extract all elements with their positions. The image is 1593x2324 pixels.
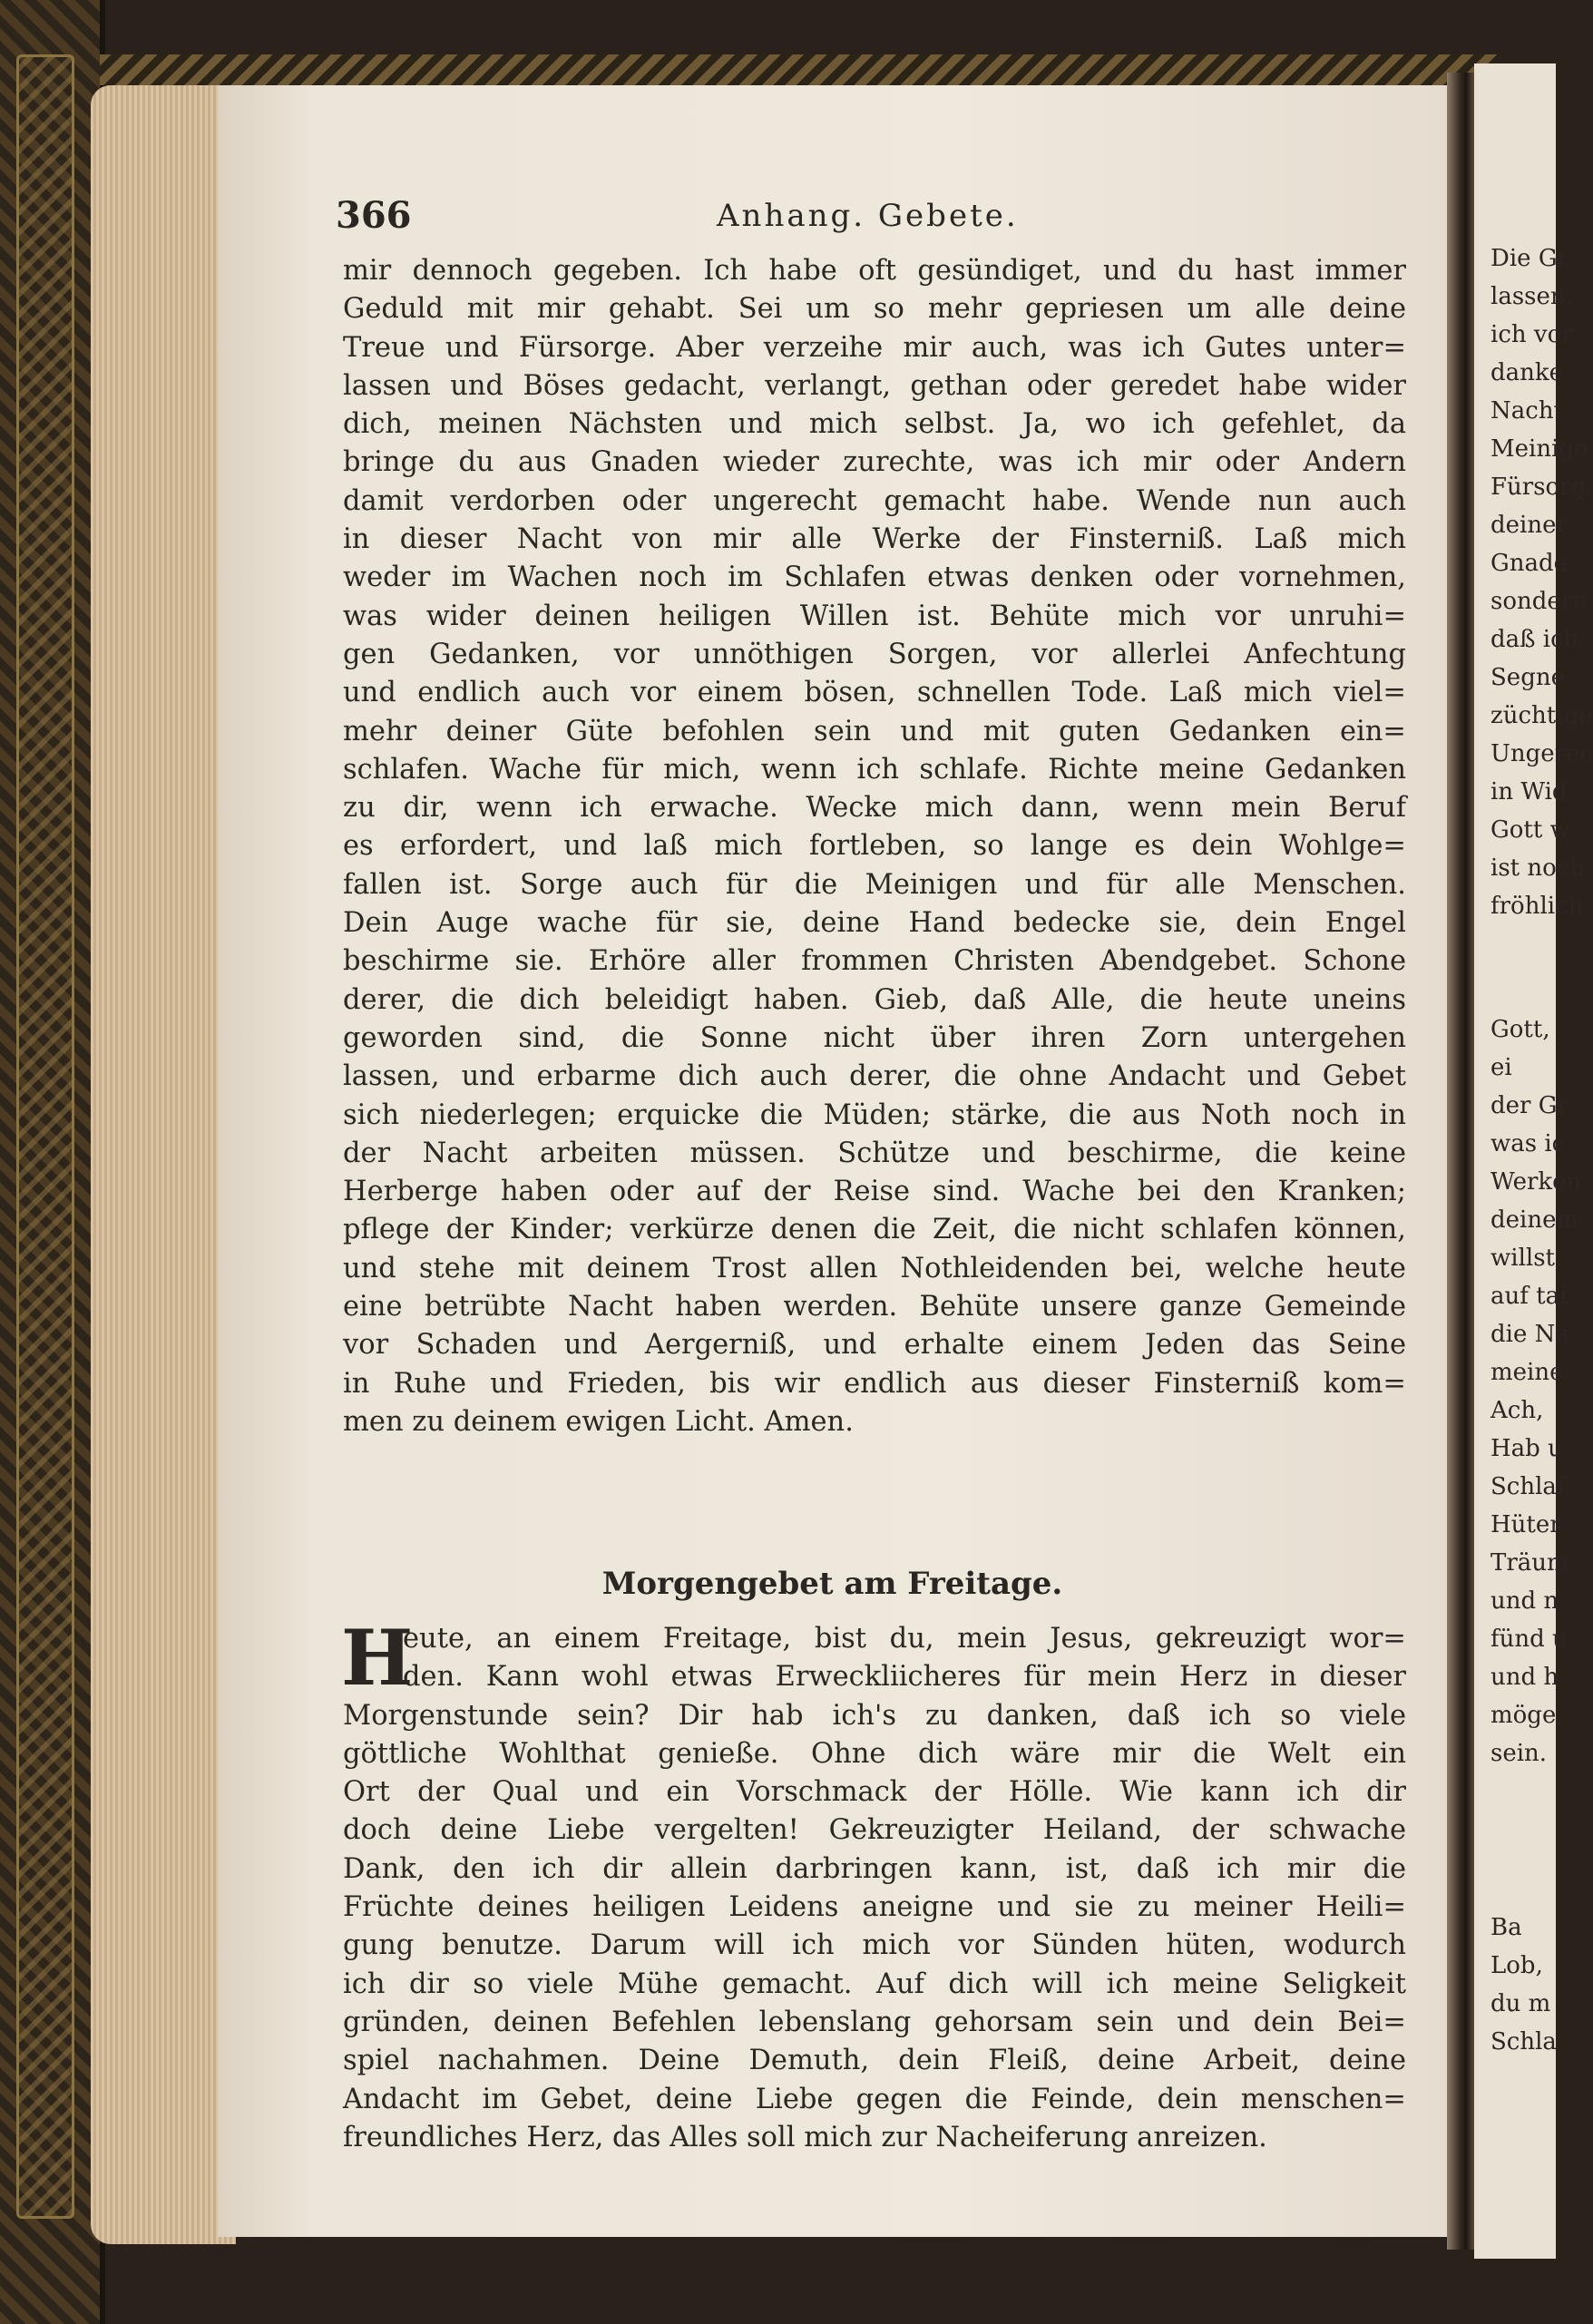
fragment: danke: [1490, 359, 1564, 386]
left-page: [218, 85, 1447, 2237]
text-line: und stehe mit deinem Trost allen Nothleidenden bei, welche heute: [343, 1252, 1406, 1284]
fragment: Schlaf: [1490, 1473, 1566, 1500]
text-line: dich, meinen Nächsten und mich selbst. Ja, wo ich gefehlet, da: [343, 408, 1406, 441]
fragment: Träum: [1490, 1549, 1569, 1577]
book-cover-edge: [0, 0, 105, 2324]
fragment: Gnade: [1490, 550, 1569, 577]
text-line: fallen ist. Sorge auch für die Meinigen und für alle Menschen.: [343, 868, 1406, 901]
fragment: Nacht: [1490, 397, 1564, 425]
text-line: lassen und Böses gedacht, verlangt, gethan oder geredet habe wider: [343, 369, 1406, 402]
text-line: den. Kann wohl etwas Erweckliicheres für mein Herz in dieser: [403, 1661, 1406, 1694]
text-line: eine betrübte Nacht haben werden. Behüte unsere ganze Gemeinde: [343, 1291, 1406, 1323]
fragment: und n: [1490, 1587, 1559, 1615]
text-line: zu dir, wenn ich erwache. Wecke mich dann, wenn mein Beruf: [343, 792, 1406, 825]
text-line: eute, an einem Freitage, bist du, mein Jesus, gekreuzigt wor=: [403, 1623, 1406, 1655]
running-head: Anhang. Gebete.: [717, 198, 1019, 234]
text-line: doch deine Liebe vergelten! Gekreuzigter Heiland, der schwache: [343, 1814, 1406, 1847]
text-line: freundliches Herz, das Alles soll mich zur Nacheiferung anreizen.: [343, 2121, 1267, 2153]
fragment: Meinige: [1490, 435, 1588, 463]
fragment: Segne: [1490, 664, 1565, 691]
fragment: die Na: [1490, 1321, 1569, 1348]
page-edges: [91, 85, 236, 2244]
fragment: Gott w: [1490, 816, 1570, 844]
fragment: der Gr: [1490, 1092, 1569, 1119]
text-line: Dank, den ich dir allein darbringen kann, ist, daß ich mir die: [343, 1852, 1406, 1885]
fragment: Gott,: [1490, 1016, 1550, 1043]
text-line: schlafen. Wache für mich, wenn ich schlafe. Richte meine Gedanken: [343, 753, 1406, 786]
fragment: ei: [1490, 1054, 1512, 1081]
text-line: beschirme sie. Erhöre aller frommen Christen Abendgebet. Schone: [343, 945, 1406, 978]
text-line: Früchte deines heiligen Leidens aneigne und sie zu meiner Heili=: [343, 1891, 1406, 1924]
fragment: in Wid: [1490, 778, 1568, 806]
text-line: Treue und Fürsorge. Aber verzeihe mir auch, was ich Gutes unter=: [343, 331, 1406, 364]
fragment: Lob,: [1490, 1952, 1543, 1979]
fragment: Ach,: [1490, 1397, 1544, 1424]
fragment: und h: [1490, 1664, 1559, 1691]
text-line: es erfordert, und laß mich fortleben, so lange es dein Wohlge=: [343, 830, 1406, 863]
fragment: fünd u: [1490, 1626, 1568, 1653]
fragment: züchtige: [1490, 702, 1593, 729]
text-line: und endlich auch vor einem bösen, schnellen Tode. Laß mich viel=: [343, 677, 1406, 709]
fragment: meine: [1490, 1359, 1564, 1386]
fragment: deiner: [1490, 512, 1568, 539]
text-line: damit verdorben oder ungerecht gemacht habe. Wende nun auch: [343, 484, 1406, 517]
text-line: in Ruhe und Frieden, bis wir endlich aus dieser Finsterniß kom=: [343, 1367, 1406, 1400]
drop-cap: H: [341, 1613, 414, 1703]
fragment: Werken: [1490, 1168, 1582, 1196]
section-heading: Morgengebet am Freitage.: [601, 1566, 1063, 1602]
fragment: Schla: [1490, 2028, 1557, 2055]
fragment: Hüter: [1490, 1511, 1561, 1538]
fragment: Fürsorg: [1490, 474, 1587, 501]
fragment: daß ich: [1490, 626, 1579, 653]
text-line: der Nacht arbeiten müssen. Schütze und beschirme, die keine: [343, 1137, 1406, 1169]
book-gutter: [1447, 73, 1474, 2250]
text-line: Ort der Qual und ein Vorschmack der Hölle. Wie kann ich dir: [343, 1776, 1406, 1809]
fragment: ich vor: [1490, 321, 1573, 348]
text-line: sich niederlegen; erquicke die Müden; stärke, die aus Noth noch in: [343, 1099, 1406, 1131]
text-line: mir dennoch gegeben. Ich habe oft gesündiget, und du hast immer: [343, 255, 1406, 287]
text-line: lassen, und erbarme dich auch derer, die ohne Andacht und Gebet: [343, 1060, 1406, 1093]
text-line: was wider deinen heiligen Willen ist. Behüte mich vor unruhi=: [343, 600, 1406, 632]
text-line: in dieser Nacht von mir alle Werke der Finsterniß. Laß mich: [343, 523, 1406, 556]
text-line: vor Schaden und Aergerniß, und erhalte einem Jeden das Seine: [343, 1329, 1406, 1362]
page-header: [218, 194, 1447, 249]
text-line: ich dir so viele Mühe gemacht. Auf dich will ich meine Seligkeit: [343, 1968, 1406, 2000]
morning-prayer: [341, 1613, 1406, 2157]
fragment: sein.: [1490, 1740, 1548, 1767]
fragment: Ba: [1490, 1914, 1522, 1941]
fragment: Die Gr: [1490, 245, 1569, 272]
text-line: bringe du aus Gnaden wieder zurechte, was ich mir oder Andern: [343, 446, 1406, 479]
text-line: spiel nachahmen. Deine Demuth, dein Fleiß, deine Arbeit, deine: [343, 2045, 1406, 2077]
text-line: Dein Auge wache für sie, deine Hand bedecke sie, dein Engel: [343, 907, 1406, 940]
fragment: was ic: [1490, 1130, 1566, 1157]
text-line: göttliche Wohlthat genieße. Ohne dich wäre mir die Welt ein: [343, 1737, 1406, 1770]
fragment: deinem: [1490, 1206, 1579, 1234]
text-line: gen Gedanken, vor unnöthigen Sorgen, vor allerlei Anfechtung: [343, 638, 1406, 670]
page-number: 366: [336, 194, 412, 237]
text-line: men zu deinem ewigen Licht. Amen.: [343, 1405, 854, 1438]
next-page-edge: [1474, 63, 1593, 2259]
text-line: Geduld mit mir gehabt. Sei um so mehr gepriesen um alle deine: [343, 293, 1406, 326]
prayer-continuation: [343, 252, 1406, 1441]
fragment: Ungerec: [1490, 740, 1593, 767]
text-line: derer, die dich beleidigt haben. Gieb, daß Alle, die heute uneins: [343, 983, 1406, 1016]
text-line: Andacht im Gebet, deine Liebe gegen die Feinde, dein menschen=: [343, 2083, 1406, 2115]
fragment: fröhlich: [1490, 893, 1584, 920]
text-line: Morgenstunde sein? Dir hab ich's zu danken, daß ich so viele: [343, 1699, 1406, 1732]
fragment: sondern: [1490, 588, 1588, 615]
text-line: gung benutze. Darum will ich mich vor Sünden hüten, wodurch: [343, 1929, 1406, 1962]
fragment: willst,: [1490, 1245, 1563, 1272]
decorative-border: [100, 54, 1497, 85]
text-line: mehr deiner Güte befohlen sein und mit guten Gedanken ein=: [343, 715, 1406, 747]
fragment: lassen,: [1490, 283, 1573, 310]
text-line: Herberge haben oder auf der Reise sind. Wache bei den Kranken;: [343, 1176, 1406, 1208]
fragment: du m: [1490, 1990, 1551, 2017]
text-line: geworden sind, die Sonne nicht über ihren Zorn untergehen: [343, 1021, 1406, 1054]
fragment: ist noch: [1490, 854, 1586, 882]
fragment: möge,: [1490, 1702, 1564, 1729]
text-line: weder im Wachen noch im Schlafen etwas denken oder vornehmen,: [343, 561, 1406, 594]
text-line: gründen, deinen Befehlen lebenslang gehorsam sein und dein Bei=: [343, 2006, 1406, 2038]
fragment: Hab u: [1490, 1435, 1563, 1462]
fragment: auf tai: [1490, 1283, 1568, 1310]
text-line: pflege der Kinder; verkürze denen die Zeit, die nicht schlafen können,: [343, 1214, 1406, 1246]
